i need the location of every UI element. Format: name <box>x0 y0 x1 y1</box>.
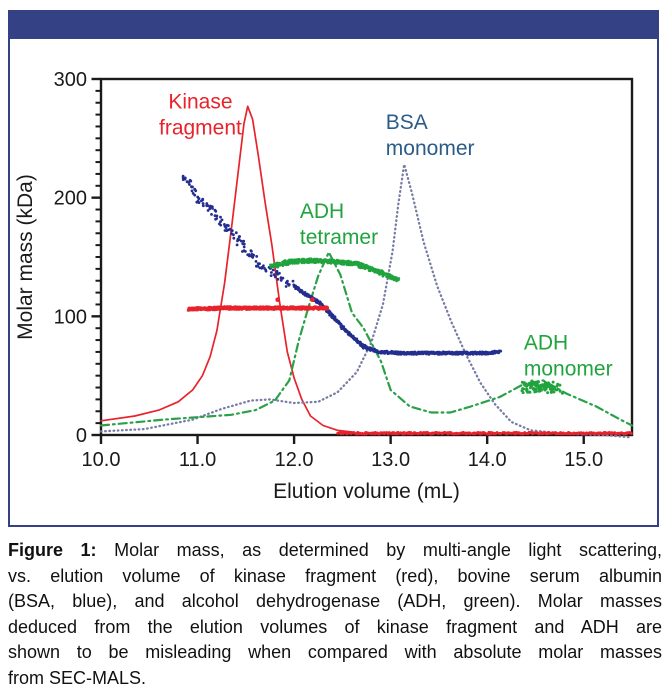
figure-header-bar <box>10 12 657 39</box>
x-axis-title: Elution volume (mL) <box>273 480 460 503</box>
adh-monomer-label: ADH monomer <box>523 331 613 381</box>
series-kinase-uv-trace <box>101 106 352 432</box>
adh-tetramer-label: ADH tetramer <box>299 199 379 249</box>
series-bsa-uv-trace <box>101 164 632 437</box>
figure-caption-line: (BSA, blue), and alcohol dehydrogenase (ADH, green). Molar masses <box>8 591 662 612</box>
figure-frame <box>8 10 659 527</box>
series-bsa-molar-mass-lead <box>182 175 297 288</box>
x-axis-tick-label: 11.0 <box>178 449 217 471</box>
x-axis-tick-label: 10.0 <box>81 449 121 471</box>
series-adh-monomer-molar-mass <box>521 380 564 395</box>
series-bsa-molar-mass <box>293 284 502 355</box>
figure-caption-line: shown to be misleading when compared with absolute molar masses <box>8 642 662 663</box>
figure-caption-line: Figure 1: Molar mass, as determined by multi-angle light scattering, <box>8 540 662 560</box>
series-adh-tetramer-molar-mass <box>269 257 400 282</box>
kinase-fragment-label: Kinase fragment <box>159 90 242 140</box>
x-axis-tick-label: 12.0 <box>274 449 314 471</box>
x-axis-tick-label: 14.0 <box>467 449 507 471</box>
y-axis-title: Molar mass (kDa) <box>14 174 37 340</box>
figure-caption-line: vs. elution volume of kinase fragment (red), bovine serum albumin <box>8 565 662 586</box>
series-kinase-molar-mass-outliers <box>275 297 314 302</box>
y-axis-tick-label: 300 <box>53 69 87 91</box>
y-axis-tick-label: 0 <box>75 425 87 447</box>
y-axis-tick-label: 100 <box>53 306 87 329</box>
x-axis-tick-label: 15.0 <box>564 449 604 471</box>
bsa-monomer-label: BSA monomer <box>385 110 475 160</box>
y-axis-tick-label: 200 <box>53 187 87 210</box>
x-axis-tick-label: 13.0 <box>371 449 411 471</box>
figure-caption-line: deduced from the elution volumes of kinase fragment and ADH are <box>8 616 662 637</box>
figure-caption <box>8 538 662 692</box>
figure-caption-line: from SEC-MALS. <box>8 667 147 688</box>
sec-mals-chart <box>10 39 657 525</box>
